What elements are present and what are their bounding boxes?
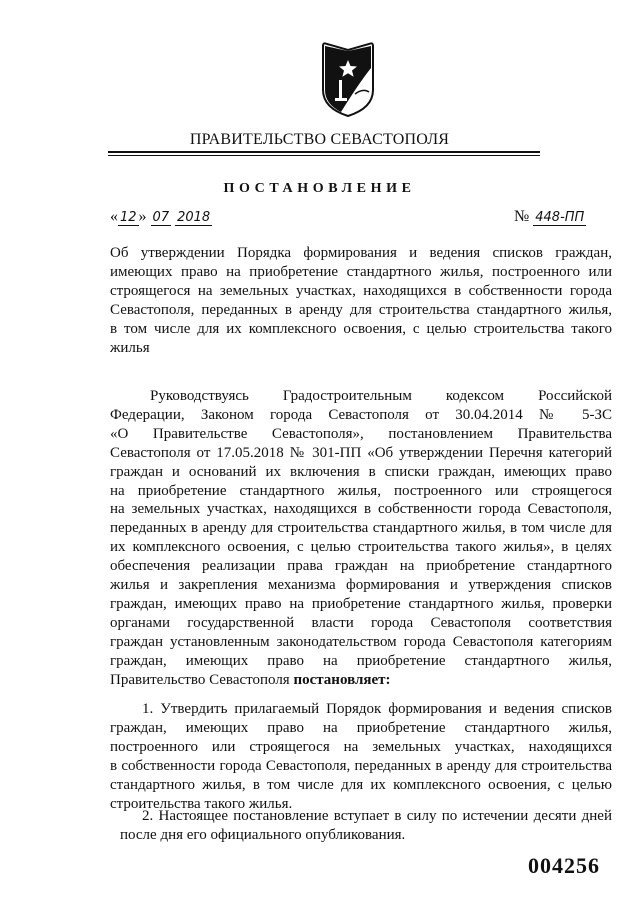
item-line: построенного или строящегося на земельных участках, находящихся	[110, 738, 612, 755]
subject-line: строящегося на земельных участках, находящихся в собственности города	[110, 282, 612, 299]
preamble-line: на приобретение стандартного жилья, построенного или строящегося	[110, 482, 612, 499]
subject-line: жилья	[110, 339, 150, 356]
preamble-line: Федерации, Законом города Севастополя от 30.04.2014 № 5-ЗС	[110, 406, 612, 423]
preamble-line: граждан, имеющих право на приобретение стандартного жилья,	[110, 652, 612, 669]
preamble-line: органами государственной власти города Севастополя соответствия	[110, 614, 612, 631]
subject-line: в том числе для их комплексного освоения, с целью строительства такого	[110, 320, 612, 337]
decree-number	[514, 208, 586, 226]
decree-date	[110, 208, 212, 226]
document-serial-number: 004256	[528, 853, 600, 878]
preamble-line: граждан, имеющих право на приобретение стандартного жилья, проверки	[110, 595, 612, 612]
subject-line: Севастополя, переданных в аренду для строительства стандартного жилья,	[110, 301, 612, 318]
item-line: 1. Утвердить прилагаемый Порядок формирования и ведения списков	[142, 701, 612, 717]
decree-title: ПОСТАНОВЛЕНИЕ	[223, 181, 416, 196]
date-year: 2018	[177, 210, 211, 225]
date-month: 07	[152, 210, 170, 225]
decree-subject	[110, 244, 612, 357]
item-line: строительства такого жилья.	[110, 795, 293, 812]
preamble-line: переданных в аренду для строительства стандартного жилья, в том числе для	[110, 520, 612, 537]
item-line: стандартного жилья, в том числе для их комплексного освоения, с целью	[110, 776, 612, 793]
item-line: после дня его официального опубликования.	[120, 826, 406, 843]
header-rule-thick	[108, 151, 540, 153]
item-line: граждан, имеющих право на приобретение стандартного жилья,	[110, 719, 612, 736]
number-value: 448-ПП	[535, 210, 585, 225]
preamble-line: обеспечения реализации права граждан на приобретение стандартного	[110, 558, 612, 575]
subject-line: Об утверждении Порядка формирования и ведения списков граждан,	[110, 245, 612, 261]
date-day: 12	[120, 210, 137, 225]
preamble-line: Руководствуясь Градостроительным кодексом Российской	[150, 388, 612, 404]
preamble-line: жилья и закрепления механизма формирования и утверждения списков	[110, 577, 612, 594]
resolves-keyword: постановляет:	[293, 671, 391, 688]
preamble-line: граждан и оснований их включения в списки граждан, имеющих право	[110, 463, 612, 480]
preamble-line: «О Правительстве Севастополя», постановлением Правительства	[110, 425, 612, 442]
coat-of-arms-icon	[319, 38, 377, 118]
date-quote-close: »	[138, 208, 147, 225]
preamble-line: Севастополя от 17.05.2018 № 301-ПП «Об утверждении Перечня категорий	[110, 444, 612, 461]
preamble-line: их комплексного освоения, с целью строительства такого жилья», в целях	[110, 539, 612, 556]
number-prefix: №	[514, 208, 530, 225]
resolver-text: Правительство Севастополя	[110, 671, 294, 688]
item-2	[110, 807, 612, 845]
preamble-paragraph	[110, 387, 612, 690]
preamble-last-line	[110, 671, 612, 690]
preamble-line: на земельных участках, находящихся в собственности города Севастополя,	[110, 501, 612, 518]
government-title: ПРАВИТЕЛЬСТВО СЕВАСТОПОЛЯ	[189, 131, 450, 148]
date-quote-open: «	[110, 208, 118, 225]
header-rule-thin	[108, 155, 540, 156]
subject-line: имеющих право на приобретение стандартного жилья, построенного или	[110, 263, 612, 280]
item-line: 2. Настоящее постановление вступает в силу по истечении десяти дней	[142, 808, 612, 824]
preamble-line: граждан установленным законодательством города Севастополя категориям	[110, 633, 612, 650]
item-line: в собственности города Севастополя, переданных в аренду для строительства	[110, 757, 612, 774]
item-1	[110, 700, 612, 813]
